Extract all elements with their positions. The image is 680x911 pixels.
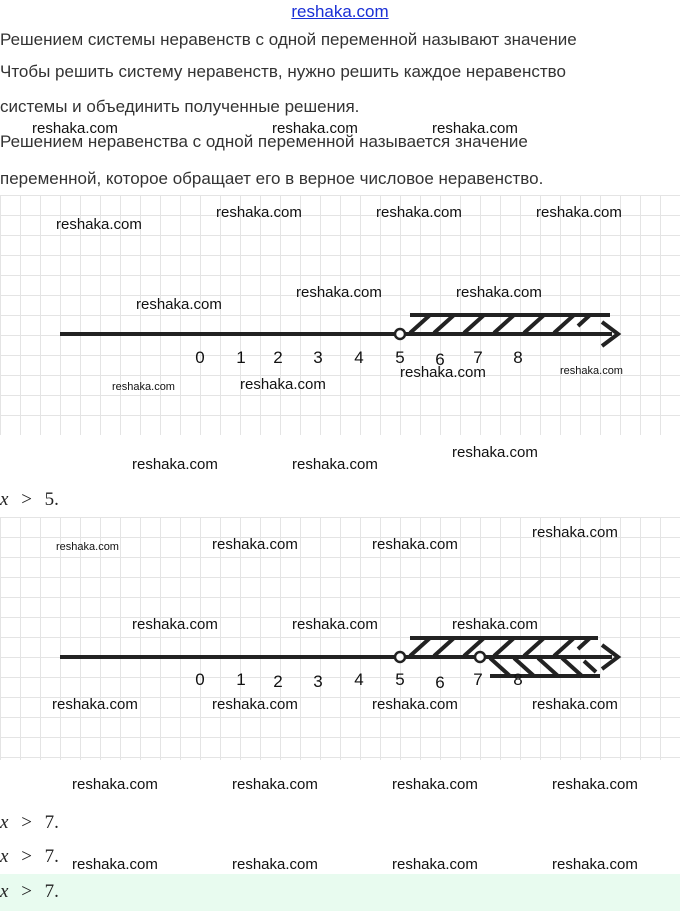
definition-inequality-line-1: Решением неравенства с одной переменной называется значение xyxy=(0,132,528,151)
watermark: reshaka.com xyxy=(536,204,622,221)
watermark: reshaka.com xyxy=(72,856,158,873)
tick-label: 2 xyxy=(273,672,283,691)
watermark: reshaka.com xyxy=(552,856,638,873)
number-line-diagram-1 xyxy=(0,195,680,435)
answer-value: 5. xyxy=(44,489,59,510)
answer-value: 7. xyxy=(44,881,59,902)
tick-label: 7 xyxy=(473,670,483,689)
tick-label: 1 xyxy=(236,348,246,367)
tick-label: 3 xyxy=(313,672,323,691)
tick-label: 4 xyxy=(354,348,364,367)
answer-op: > xyxy=(21,489,32,510)
tick-label: 6 xyxy=(435,673,445,692)
open-point-7 xyxy=(475,652,485,662)
watermark: reshaka.com xyxy=(232,856,318,873)
answer-var: x xyxy=(0,846,9,867)
tick-label: 2 xyxy=(273,348,283,367)
watermark: reshaka.com xyxy=(216,204,302,221)
open-point-5 xyxy=(395,652,405,662)
watermark: reshaka.com xyxy=(552,776,638,793)
final-answer-box xyxy=(0,874,680,911)
tick-label: 7 xyxy=(473,348,483,367)
watermark: reshaka.com xyxy=(56,216,142,233)
answer-3 xyxy=(0,846,59,868)
definition-inequality-line-2: переменной, которое обращает его в верное числовое неравенство. xyxy=(0,169,544,188)
watermark: reshaka.com xyxy=(240,376,326,393)
watermark: reshaka.com xyxy=(432,120,518,137)
watermark: reshaka.com xyxy=(296,284,382,301)
tick-label: 3 xyxy=(313,348,323,367)
watermark: reshaka.com xyxy=(232,776,318,793)
tick-label: 8 xyxy=(513,670,523,689)
watermark: reshaka.com xyxy=(112,381,175,393)
watermark: reshaka.com xyxy=(292,616,378,633)
site-link[interactable]: reshaka.com xyxy=(291,2,389,21)
tick-label: 4 xyxy=(354,670,364,689)
tick-label: 6 xyxy=(435,350,445,369)
open-point-5 xyxy=(395,329,405,339)
watermark: reshaka.com xyxy=(452,444,538,461)
watermark: reshaka.com xyxy=(376,204,462,221)
watermark: reshaka.com xyxy=(32,120,118,137)
answer-2 xyxy=(0,812,59,834)
watermark: reshaka.com xyxy=(532,524,618,541)
watermark: reshaka.com xyxy=(372,536,458,553)
answer-op: > xyxy=(21,812,32,833)
watermark: reshaka.com xyxy=(272,120,358,137)
tick-label: 0 xyxy=(195,670,205,689)
number-line-2-svg xyxy=(0,517,680,760)
watermark: reshaka.com xyxy=(372,696,458,713)
watermark: reshaka.com xyxy=(72,776,158,793)
answer-op: > xyxy=(21,846,32,867)
tick-label: 1 xyxy=(236,670,246,689)
watermark: reshaka.com xyxy=(560,365,623,377)
answer-value: 7. xyxy=(44,846,59,867)
tick-label: 0 xyxy=(195,348,205,367)
watermark: reshaka.com xyxy=(132,616,218,633)
answer-final xyxy=(0,881,59,903)
watermark: reshaka.com xyxy=(56,541,119,553)
answer-var: x xyxy=(0,489,9,510)
answer-1 xyxy=(0,489,59,511)
watermark: reshaka.com xyxy=(212,696,298,713)
watermark: reshaka.com xyxy=(392,856,478,873)
watermark: reshaka.com xyxy=(456,284,542,301)
watermark: reshaka.com xyxy=(292,456,378,473)
watermark: reshaka.com xyxy=(400,364,486,381)
tick-label: 8 xyxy=(513,348,523,367)
tick-label: 5 xyxy=(395,670,405,689)
watermark: reshaka.com xyxy=(132,456,218,473)
answer-op: > xyxy=(21,881,32,902)
watermark: reshaka.com xyxy=(52,696,138,713)
watermark: reshaka.com xyxy=(392,776,478,793)
answer-var: x xyxy=(0,881,9,902)
watermark: reshaka.com xyxy=(212,536,298,553)
hatching-x-gt-7 xyxy=(490,658,600,676)
watermark: reshaka.com xyxy=(452,616,538,633)
tick-label: 5 xyxy=(395,348,405,367)
answer-value: 7. xyxy=(44,812,59,833)
watermark: reshaka.com xyxy=(136,296,222,313)
definition-system-line: Решением системы неравенств с одной переменной называют значение xyxy=(0,30,577,49)
answer-var: x xyxy=(0,812,9,833)
instruction-line-1: Чтобы решить систему неравенств, нужно решить каждое неравенство xyxy=(0,62,566,81)
instruction-line-2: системы и объединить полученные решения. xyxy=(0,97,360,116)
hatching-x-gt-5 xyxy=(410,315,610,333)
number-line-diagram-2 xyxy=(0,517,680,760)
hatching-x-gt-5 xyxy=(410,638,598,656)
watermark: reshaka.com xyxy=(532,696,618,713)
